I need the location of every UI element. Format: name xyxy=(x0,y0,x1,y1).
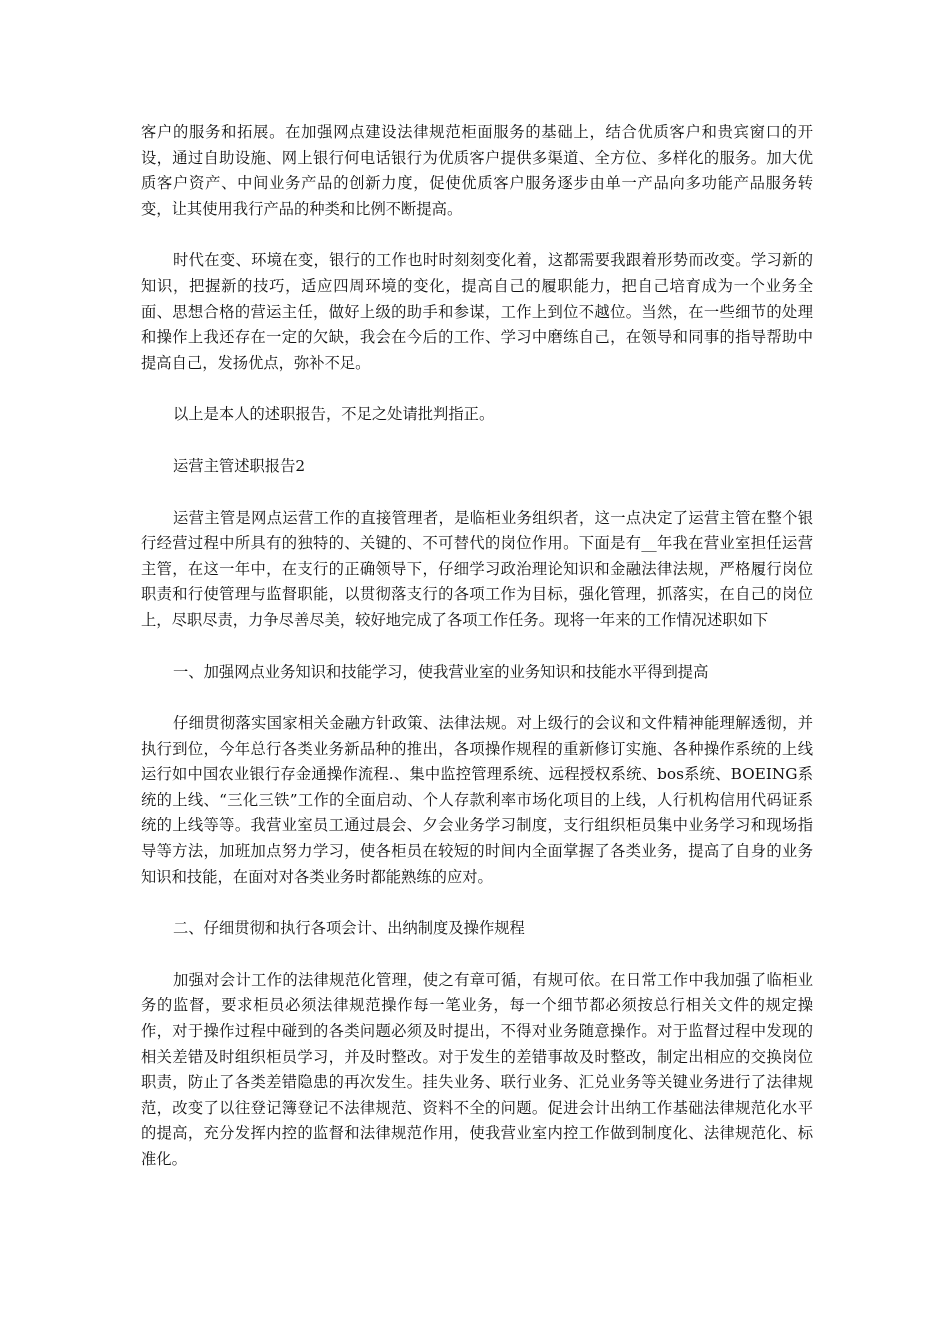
paragraph-3: 以上是本人的述职报告，不足之处请批判指正。 xyxy=(173,405,495,424)
document-page xyxy=(141,120,813,1199)
report-title: 运营主管述职报告2 xyxy=(173,456,306,475)
paragraph-6: 加强对会计工作的法律规范化管理，使之有章可循，有规可依。在日常工作中我加强了临柜业务的监督，要求柜员必须法律规范操作每一笔业务，每一个细节都必须按总行相关文件的规定操作，对于操作过程中碰到的各类问题必须及时提出，不得对业务随意操作。对于监督过程中发现的相关差错及时组织柜员学习，并及时整改。对于发生的差错事故及时整改，制定出相应的交换岗位职责，防止了各类差错隐患的再次发生。挂失业务、联行业务、汇兑业务等关键业务进行了法律规范，改变了以往登记簿登记不法律规范、资料不全的问题。促进会计出纳工作基础法律规范化水平的提高，充分发挥内控的监督和法律规范作用，使我营业室内控工作做到制度化、法律规范化、标准化。 xyxy=(141,970,813,1168)
paragraph-2: 时代在变、环境在变，银行的工作也时时刻刻变化着，这都需要我跟着形势而改变。学习新的知识，把握新的技巧，适应四周环境的变化，提高自己的履职能力，把自己培育成为一个业务全面、思想合格的营运主任，做好上级的助手和参谋，工作上到位不越位。当然，在一些细节的处理和操作上我还存在一定的欠缺，我会在今后的工作、学习中磨练自己，在领导和同事的指导帮助中提高自己，发扬优点，弥补不足。 xyxy=(141,251,813,372)
section-heading-2: 二、仔细贯彻和执行各项会计、出纳制度及操作规程 xyxy=(173,919,525,938)
section-heading-1: 一、加强网点业务知识和技能学习，使我营业室的业务知识和技能水平得到提高 xyxy=(173,662,709,681)
paragraph-5: 仔细贯彻落实国家相关金融方针政策、法律法规。对上级行的会议和文件精神能理解透彻，并执行到位，今年总行各类业务新品种的推出，各项操作规程的重新修订实施、各种操作系统的上线运行如中国农业银行存金通操作流程.、集中监控管理系统、远程授权系统、bos系统、BOEING系统的上线、“三化三铁”工作的全面启动、个人存款利率市场化项目的上线，人行机构信用代码证系统的上线等等。我营业室员工通过晨会、夕会业务学习制度，支行组织柜员集中业务学习和现场指导等方法，加班加点努力学习，使各柜员在较短的时间内全面掌握了各类业务，提高了自身的业务知识和技能，在面对对各类业务时都能熟练的应对。 xyxy=(141,714,813,886)
paragraph-4: 运营主管是网点运营工作的直接管理者，是临柜业务组织者，这一点决定了运营主管在整个银行经营过程中所具有的独特的、关键的、不可替代的岗位作用。下面是有__年我在营业室担任运营主管，在这一年中，在支行的正确领导下，仔细学习政治理论知识和金融法律法规，严格履行岗位职责和行使管理与监督职能，以贯彻落支行的各项工作为目标，强化管理，抓落实，在自己的岗位上，尽职尽责，力争尽善尽美，较好地完成了各项工作任务。现将一年来的工作情况述职如下 xyxy=(141,508,813,629)
paragraph-1: 客户的服务和拓展。在加强网点建设法律规范柜面服务的基础上，结合优质客户和贵宾窗口的开设，通过自助设施、网上银行何电话银行为优质客户提供多渠道、全方位、多样化的服务。加大优质客户资产、中间业务产品的创新力度，促使优质客户服务逐步由单一产品向多功能产品服务转变，让其使用我行产品的种类和比例不断提高。 xyxy=(141,123,813,218)
